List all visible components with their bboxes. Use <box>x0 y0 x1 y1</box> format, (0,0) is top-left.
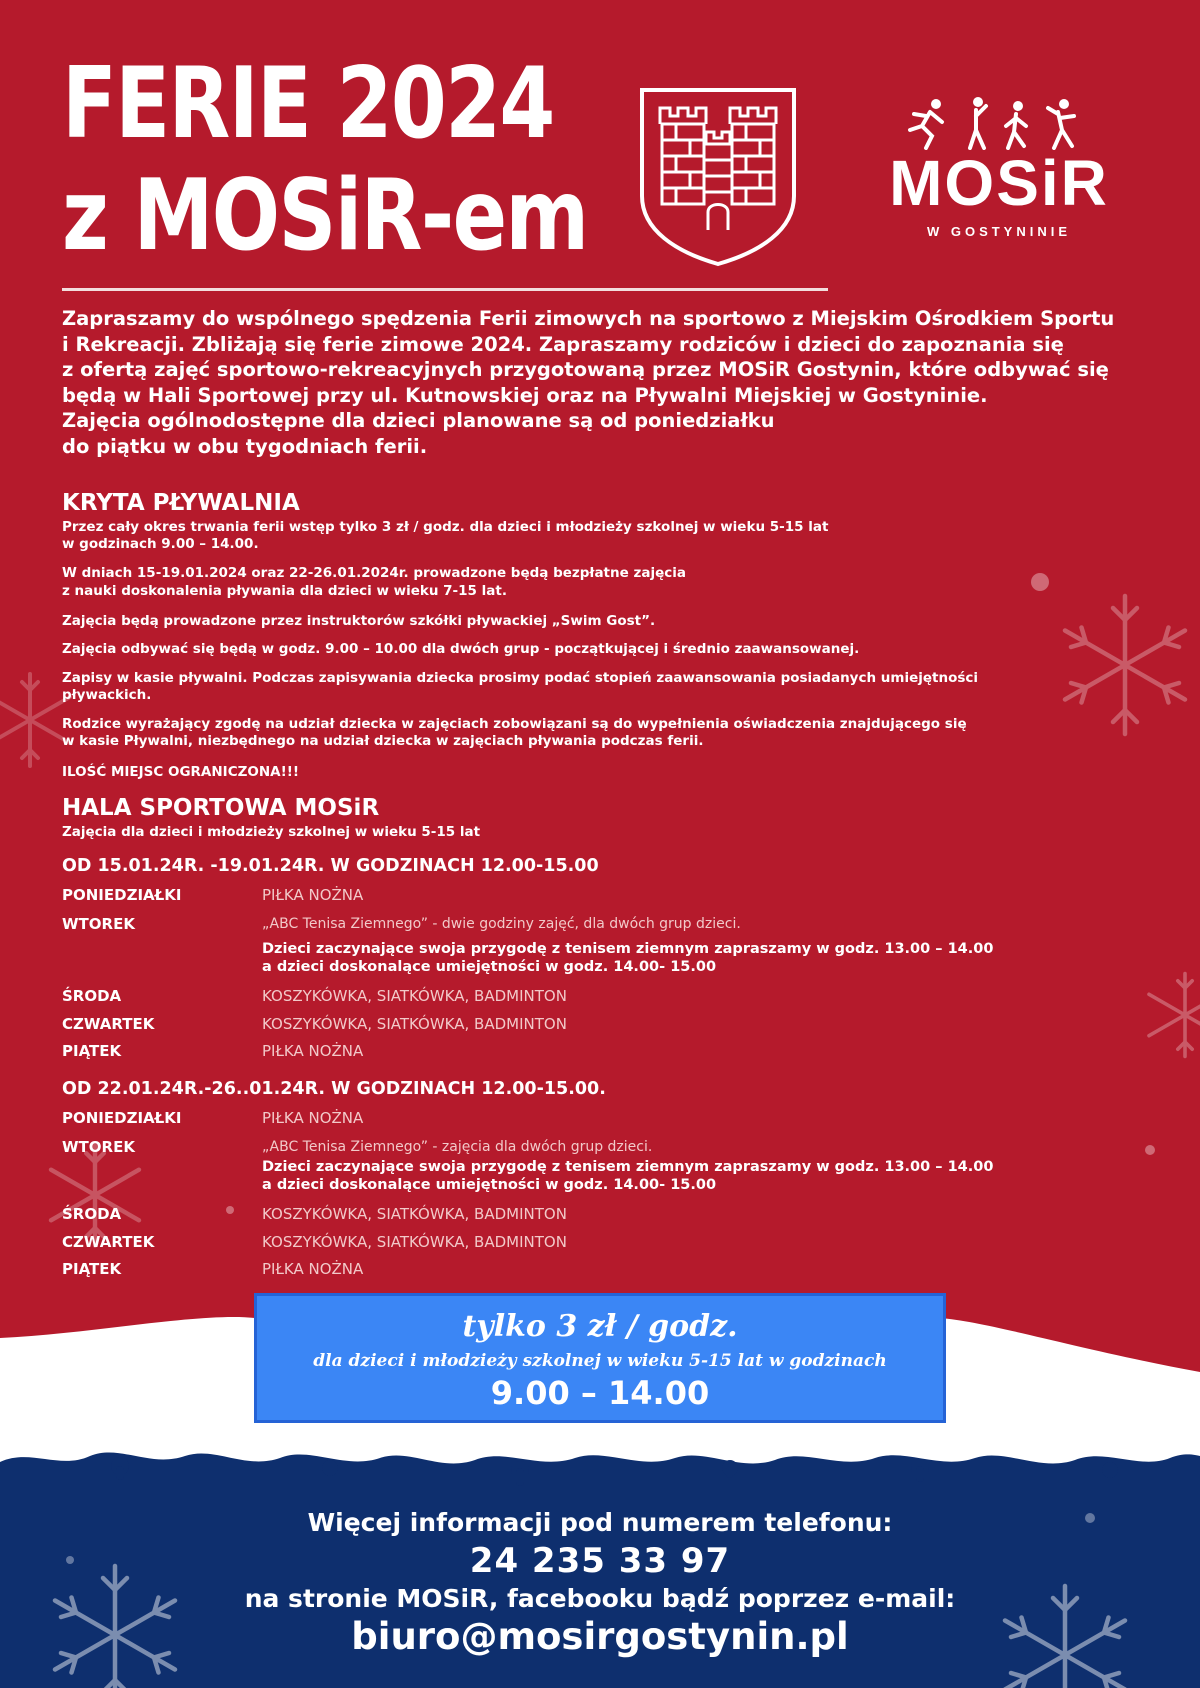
week1-wednesday: ŚRODA <box>62 987 122 1005</box>
week1-range: OD 15.01.24R. -19.01.24R. W GODZINACH 12.00-15.00 <box>62 856 599 876</box>
week1-monday: PONIEDZIAŁKI <box>62 886 182 904</box>
intro-line: Zajęcia ogólnodostępne dla dzieci planowane są od poniedziałku <box>62 409 775 432</box>
week1-friday-activity: PIŁKA NOŻNA <box>262 1042 364 1060</box>
week2-tuesday-activity: „ABC Tenisa Ziemnego” - zajęcia dla dwóch grup dzieci. <box>262 1139 653 1155</box>
week2-thursday: CZWARTEK <box>62 1233 155 1251</box>
week1-wednesday-activity: KOSZYKÓWKA, SIATKÓWKA, BADMINTON <box>262 987 567 1005</box>
week1-tuesday: WTOREK <box>62 915 135 933</box>
week1-tuesday-detail: Dzieci zaczynające swoja przygodę z tenisem ziemnym zapraszamy w godz. 13.00 – 14.00 <box>262 941 994 957</box>
pool-text: W dniach 15-19.01.2024 oraz 22-26.01.2024r. prowadzone będą bezpłatne zajęcia <box>62 565 686 581</box>
title-line-2: z MOSiR-em <box>62 159 588 273</box>
week2-friday-activity: PIŁKA NOŻNA <box>262 1260 364 1278</box>
contact-line: Więcej informacji pod numerem telefonu: <box>307 1508 893 1537</box>
pool-text: Zajęcia będą prowadzone przez instruktorów szkółki pływackiej „Swim Gost”. <box>62 613 656 629</box>
price-main: tylko 3 zł / godz. <box>462 1309 738 1344</box>
contact-email: biuro@mosirgostynin.pl <box>351 1615 849 1658</box>
pool-text: Zajęcia odbywać się będą w godz. 9.00 – 10.00 dla dwóch grup - początkującej i średnio zaawansowanej. <box>62 641 860 657</box>
week2-tuesday-detail: a dzieci doskonalące umiejętności w godz. 14.00- 15.00 <box>262 1177 717 1193</box>
pool-text: Rodzice wyrażający zgodę na udział dziecka w zajęciach zobowiązani są do wypełnienia oświadczenia znajdującego się <box>62 716 967 732</box>
mosir-logo-subtitle: W GOSTYNINIE <box>926 224 1072 239</box>
intro-line: do piątku w obu tygodniach ferii. <box>62 434 428 458</box>
week1-tuesday-activity: „ABC Tenisa Ziemnego” - dwie godziny zajęć, dla dwóch grup dzieci. <box>262 916 741 932</box>
pool-text: w kasie Pływalni, niezbędnego na udział dziecka w zajęciach pływania podczas ferii. <box>62 733 704 749</box>
price-banner <box>254 1293 946 1423</box>
title-divider <box>62 288 828 291</box>
castle-tower-crest-icon <box>636 84 800 268</box>
pool-text: pływackich. <box>62 687 152 703</box>
week1-thursday-activity: KOSZYKÓWKA, SIATKÓWKA, BADMINTON <box>262 1015 567 1033</box>
snowflake-icon <box>1050 590 1200 740</box>
mosir-logo: MOSiR <box>889 147 1109 219</box>
week1-thursday: CZWARTEK <box>62 1015 155 1033</box>
week2-wednesday-activity: KOSZYKÓWKA, SIATKÓWKA, BADMINTON <box>262 1205 567 1223</box>
pool-text: Przez cały okres trwania ferii wstęp tylko 3 zł / godz. dla dzieci i młodzieży szkolnej w wieku 5-15 lat <box>62 519 829 535</box>
pool-text: w godzinach 9.00 – 14.00. <box>62 536 259 552</box>
title-line-1: FERIE 2024 <box>62 47 554 161</box>
price-hours: 9.00 – 14.00 <box>490 1374 710 1412</box>
week2-wednesday: ŚRODA <box>62 1205 122 1223</box>
pool-heading: KRYTA PŁYWALNIA <box>62 490 300 516</box>
pool-text: Zapisy w kasie pływalni. Podczas zapisywania dziecka prosimy podać stopień zaawansowania posiadanych umiejętności <box>62 670 979 686</box>
snowflake-icon <box>1140 970 1200 1060</box>
hall-subheading: Zajęcia dla dzieci i młodzieży szkolnej w wieku 5-15 lat <box>62 824 481 840</box>
week1-tuesday-detail: a dzieci doskonalące umiejętności w godz. 14.00- 15.00 <box>262 959 717 975</box>
week1-monday-activity: PIŁKA NOŻNA <box>262 886 364 904</box>
intro-line: i Rekreacji. Zbliżają się ferie zimowe 2024. Zapraszamy rodziców i dzieci do zapoznania się <box>62 332 1064 356</box>
week2-monday: PONIEDZIAŁKI <box>62 1109 182 1127</box>
contact-line: na stronie MOSiR, facebooku bądź poprzez e-mail: <box>244 1584 956 1613</box>
week2-friday: PIĄTEK <box>62 1260 122 1278</box>
pool-text: z nauki doskonalenia pływania dla dzieci w wieku 7-15 lat. <box>62 583 507 599</box>
intro-line: z ofertą zajęć sportowo-rekreacyjnych przygotowaną przez MOSiR Gostynin, które odbywać się <box>62 358 1109 381</box>
week2-tuesday: WTOREK <box>62 1138 135 1156</box>
intro-paragraph <box>62 306 1152 459</box>
week2-tuesday-detail: Dzieci zaczynające swoja przygodę z tenisem ziemnym zapraszamy w godz. 13.00 – 14.00 <box>262 1159 994 1175</box>
intro-line: będą w Hali Sportowej przy ul. Kutnowskiej oraz na Pływalni Miejskiej w Gostyninie. <box>62 383 988 407</box>
week2-range: OD 22.01.24R.-26..01.24R. W GODZINACH 12.00-15.00. <box>62 1079 606 1099</box>
price-sub: dla dzieci i młodzieży szkolnej w wieku 5-15 lat w godzinach <box>313 1351 887 1371</box>
athletes-icon <box>896 96 1096 150</box>
week1-friday: PIĄTEK <box>62 1042 122 1060</box>
poster-title <box>62 48 588 272</box>
hall-heading: HALA SPORTOWA MOSiR <box>62 795 380 821</box>
week2-thursday-activity: KOSZYKÓWKA, SIATKÓWKA, BADMINTON <box>262 1233 567 1251</box>
intro-line: Zapraszamy do wspólnego spędzenia Ferii zimowych na sportowo z Miejskim Ośrodkiem Sportu <box>62 307 1115 330</box>
pool-limited-notice: ILOŚĆ MIEJSC OGRANICZONA!!! <box>62 764 300 780</box>
contact-phone: 24 235 33 97 <box>469 1541 731 1581</box>
week2-monday-activity: PIŁKA NOŻNA <box>262 1109 364 1127</box>
